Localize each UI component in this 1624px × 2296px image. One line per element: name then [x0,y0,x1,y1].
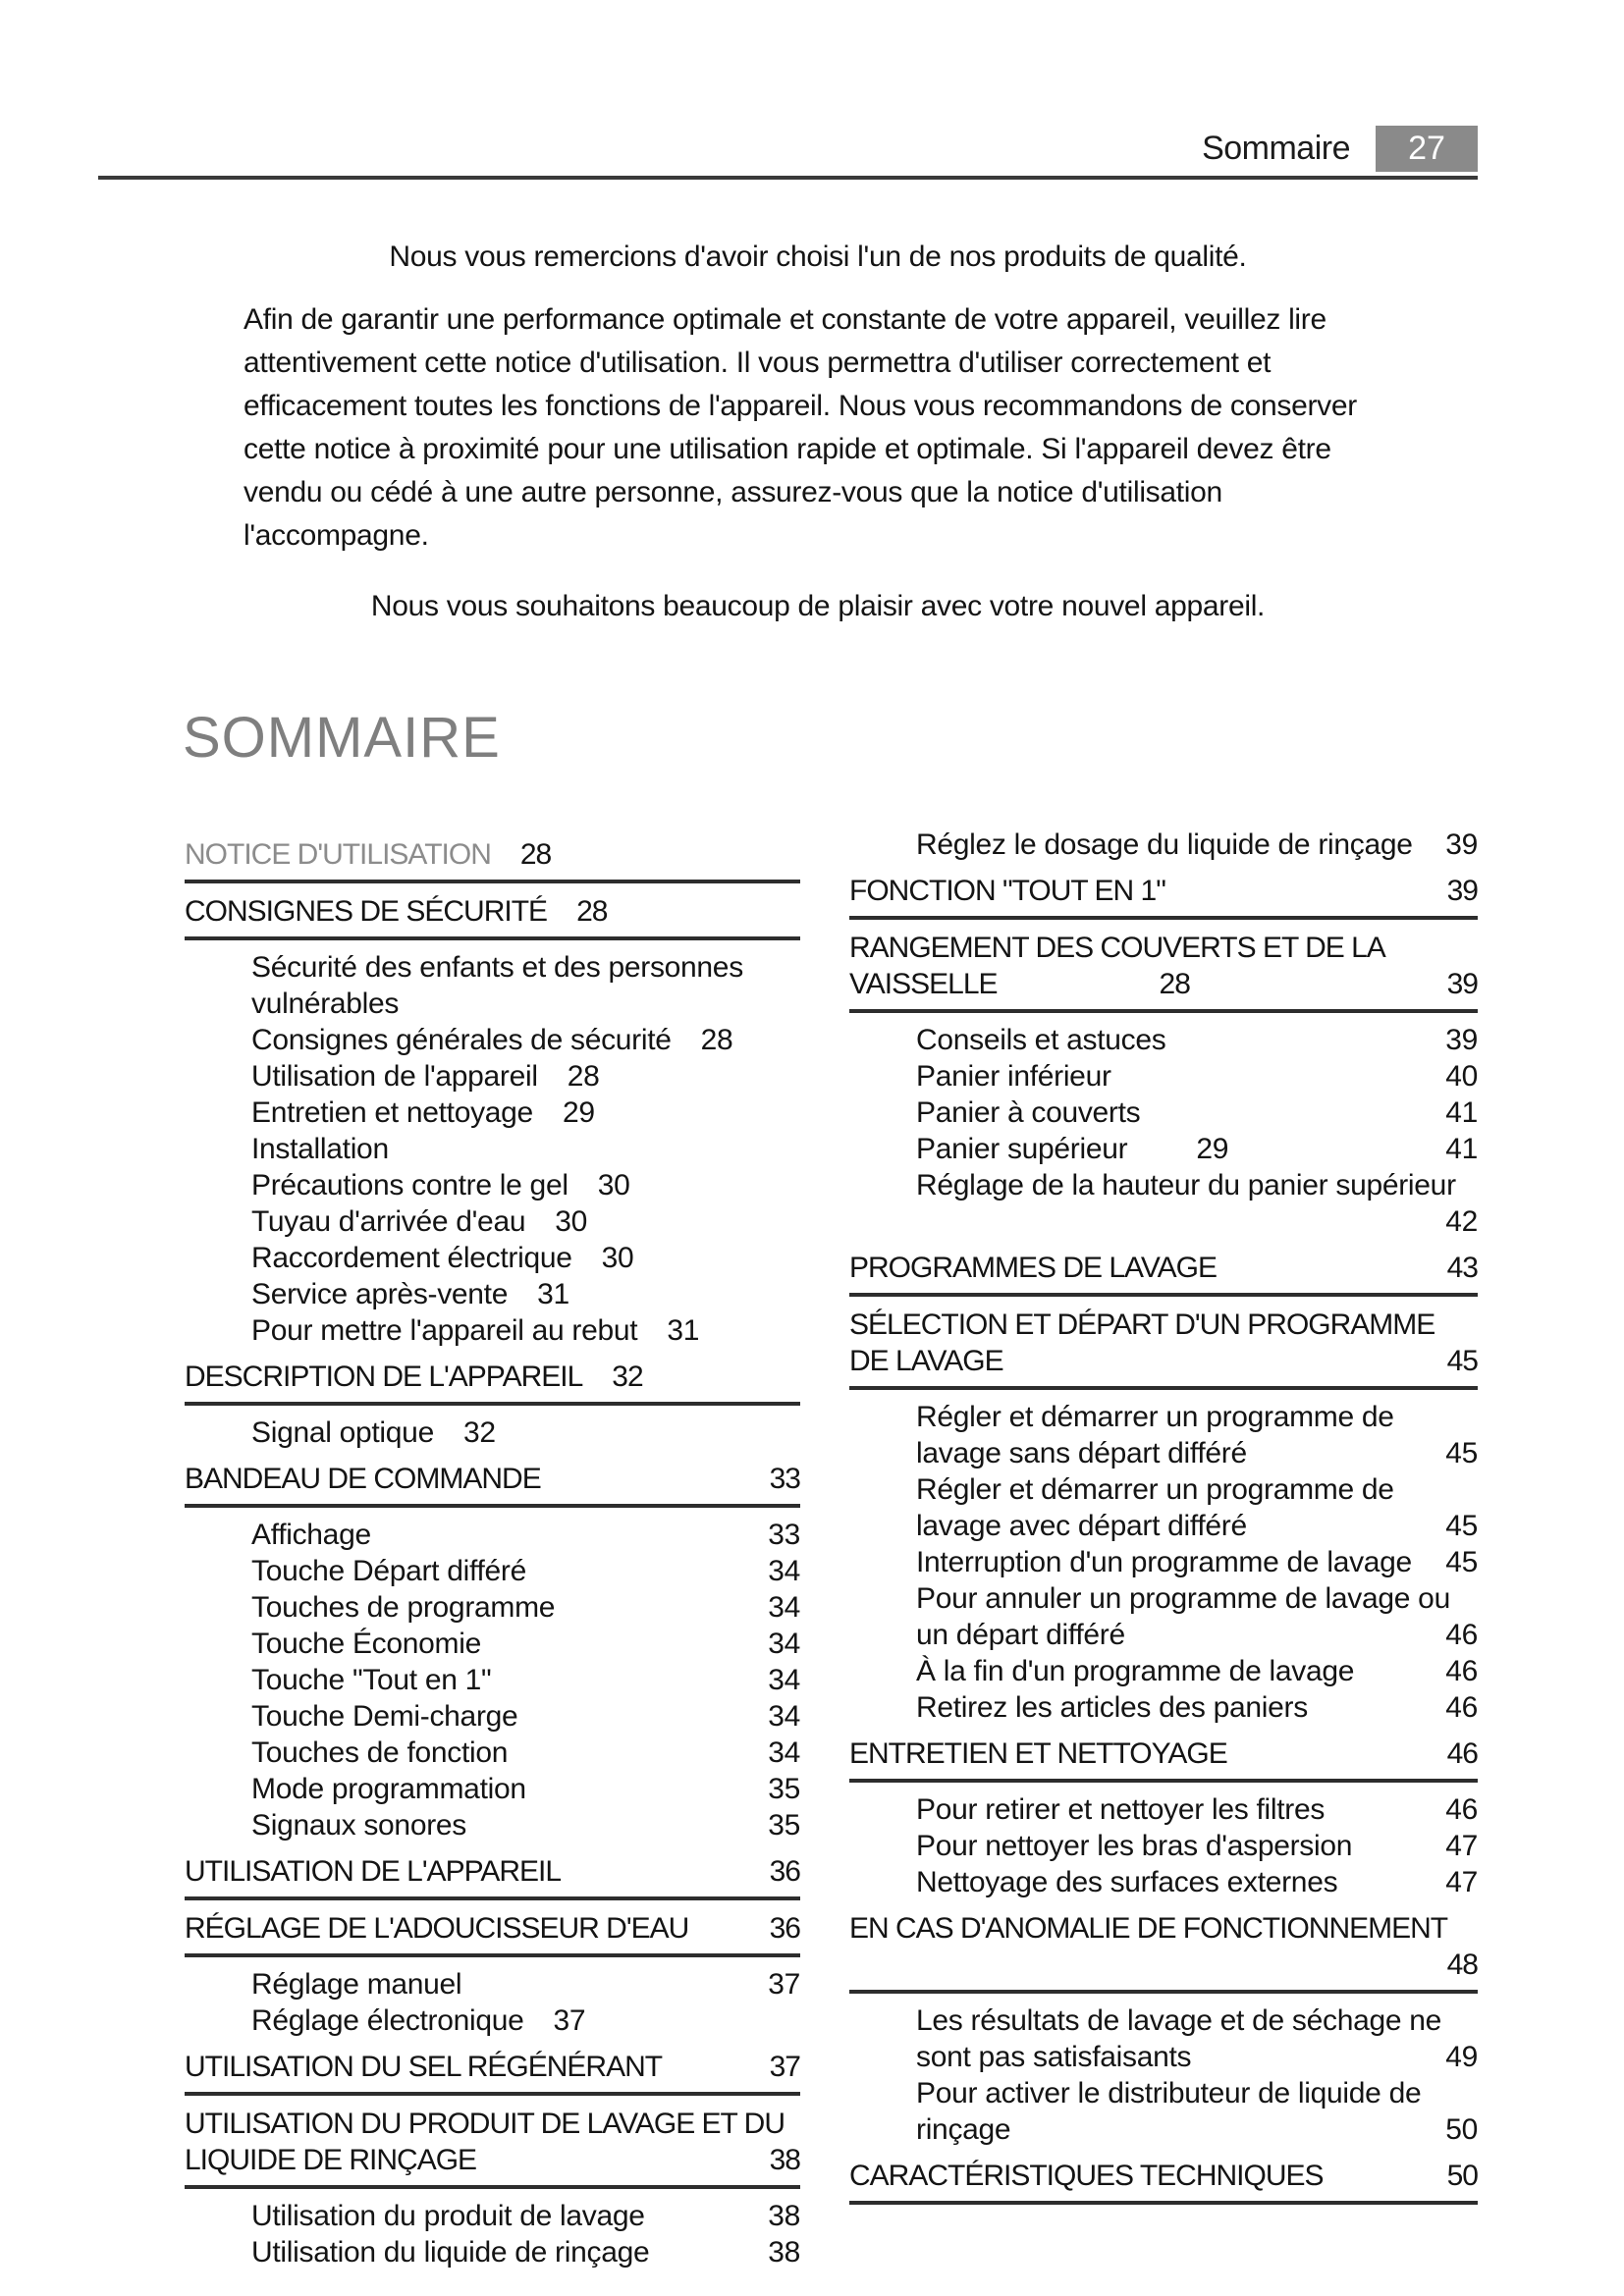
toc-entry-label: FONCTION "TOUT EN 1" [849,875,1165,907]
toc-item [849,1022,1478,1058]
toc-page-number: 41 [1445,1133,1478,1165]
toc-entry-label: Panier supérieur [916,1133,1128,1165]
section-divider [849,1779,1478,1783]
toc-entry-label: Les résultats de lavage et de séchage ne sont pas satisfaisants [916,2004,1442,2073]
toc-entry-label: Signal optique [251,1416,434,1449]
section-divider [185,2092,800,2096]
toc-page-number: 29 [562,1096,595,1129]
toc-item [849,1544,1478,1580]
toc-item [185,1415,800,1451]
toc-page-number: 38 [769,2144,800,2176]
toc-mid-number: 29 [1196,1133,1229,1165]
toc-entry-label: Pour nettoyer les bras d'aspersion [916,1830,1353,1862]
toc-section-heading [185,1359,800,1395]
toc-entry-label: Réglage manuel [251,1968,462,2001]
page-number: 27 [1408,130,1445,167]
toc-page-number: 32 [612,1361,643,1393]
intro-thanks-line: Nous vous remercions d'avoir choisi l'un de nos produits de qualité. [389,240,1247,273]
toc-item [185,1589,800,1626]
toc-item [185,2002,800,2039]
toc-entry-label: CARACTÉRISTIQUES TECHNIQUES [849,2160,1324,2192]
section-divider [185,2185,800,2189]
toc-entry-label: CONSIGNES DE SÉCURITÉ [185,895,548,928]
toc-entry-label: UTILISATION DU SEL RÉGÉNÉRANT [185,2051,663,2083]
toc-entry-label: PROGRAMMES DE LAVAGE [849,1252,1217,1284]
toc-page-number: 37 [768,1968,800,2001]
toc-entry-label: Touche "Tout en 1" [251,1664,492,1696]
toc-entry-label: DESCRIPTION DE L'APPAREIL [185,1361,583,1393]
toc-section-heading [849,1250,1478,1286]
toc-section-heading [849,1735,1478,1772]
toc-page-number: 38 [768,2200,800,2232]
toc-page-number: 46 [1445,1655,1478,1687]
toc-entry-label: ENTRETIEN ET NETTOYAGE [849,1737,1227,1770]
toc-item [849,1580,1478,1653]
sommaire-heading: SOMMAIRE [183,706,501,770]
toc-item [849,1167,1478,1240]
toc-entry-label: Installation [251,1133,389,1165]
toc-page-number: 46 [1445,1619,1478,1651]
toc-entry-label: Service après-vente [251,1278,509,1310]
page-number-box [1376,126,1478,172]
toc-item [849,2075,1478,2148]
toc-page-number: 46 [1445,1793,1478,1826]
toc-page-number: 49 [1445,2041,1478,2073]
toc-section-heading [849,873,1478,909]
intro-paragraph: Afin de garantir une performance optimale et constante de votre appareil, veuillez lire attentivement cette notice d'utilisation. Il vous permettra d'utiliser correctement et efficacement toutes les fonctions de l'appareil. Nous vous recommandons de conserver cette notice à proximité pour une utilisation rapide et optimale. Si l'appareil devez être vendu ou cédé à une autre personne, assurez-vous que la notice d'utilisation l'accompagne. [244,303,1357,552]
toc-entry-label: Pour annuler un programme de lavage ou un départ différé [916,1582,1450,1651]
toc-page-number: 30 [601,1242,634,1274]
toc-page-number: 46 [1445,1691,1478,1724]
toc-page-number: 30 [597,1169,630,1201]
toc-entry-label: Utilisation de l'appareil [251,1060,538,1093]
toc-section-heading [185,836,800,873]
toc-page-number: 36 [769,1912,800,1945]
toc-item [185,1553,800,1589]
toc-entry-label: RANGEMENT DES COUVERTS ET DE LA VAISSELLE [849,932,1384,1000]
toc-item [185,1662,800,1698]
toc-page-number: 28 [519,838,552,871]
toc-page-number: 38 [768,2236,800,2269]
section-divider [849,1293,1478,1297]
toc-section-heading [185,1853,800,1890]
toc-entry-label: Touche Demi-charge [251,1700,518,1733]
toc-item [849,827,1478,863]
toc-page-number-line [916,1203,1478,1240]
toc-page-number: 35 [768,1773,800,1805]
toc-page-number: 45 [1446,1345,1478,1377]
section-divider [849,2201,1478,2205]
toc-entry-label: Pour mettre l'appareil au rebut [251,1314,638,1347]
toc-page-number: 42 [1445,1205,1478,1238]
toc-entry-label: UTILISATION DE L'APPAREIL [185,1855,562,1888]
toc-entry-label: Réglage électronique [251,2004,524,2037]
toc-page-number-line [849,1947,1478,1983]
toc-page-number: 37 [553,2004,586,2037]
toc-page-number: 45 [1445,1437,1478,1469]
toc-entry-label: Mode programmation [251,1773,526,1805]
toc-item [185,1167,800,1203]
toc-entry-label: Conseils et astuces [916,1024,1166,1056]
toc-entry-label: Pour activer le distributeur de liquide de rinçage [916,2077,1422,2146]
toc-item [185,1058,800,1095]
toc-page-number: 34 [768,1700,800,1733]
toc-item [185,1771,800,1807]
toc-entry-label: BANDEAU DE COMMANDE [185,1463,541,1495]
toc-item [185,2234,800,2270]
toc-section-heading [849,1910,1478,1983]
toc-entry-label: RÉGLAGE DE L'ADOUCISSEUR D'EAU [185,1912,689,1945]
toc-page-number: 34 [768,1736,800,1769]
toc-item [849,1095,1478,1131]
toc-page-number: 31 [537,1278,569,1310]
toc-mid-number: 28 [1159,968,1190,1000]
toc-page-number: 40 [1445,1060,1478,1093]
toc-page-number: 34 [768,1555,800,1587]
section-divider [849,1386,1478,1390]
toc-item [849,1653,1478,1689]
toc-item [185,1735,800,1771]
section-divider [849,1009,1478,1013]
toc-entry-label: Signaux sonores [251,1809,466,1842]
toc-page-number: 45 [1445,1546,1478,1578]
intro-block [244,236,1392,628]
table-of-contents [185,827,1478,2270]
section-divider [185,1953,800,1957]
toc-entry-label: Affichage [251,1519,371,1551]
toc-item [185,2198,800,2234]
toc-page-number: 28 [576,895,608,928]
toc-item [849,1828,1478,1864]
toc-entry-label: Réglez le dosage du liquide de rinçage [916,828,1413,861]
section-divider [849,916,1478,920]
toc-item [185,1966,800,2002]
toc-page-number: 33 [769,1463,800,1495]
toc-page-number: 34 [768,1664,800,1696]
toc-item [849,1791,1478,1828]
toc-entry-label: SÉLECTION ET DÉPART D'UN PROGRAMME DE LAVAGE [849,1308,1435,1377]
toc-item [185,1517,800,1553]
toc-page-number: 30 [555,1205,587,1238]
toc-entry-label: Interruption d'un programme de lavage [916,1546,1412,1578]
toc-section-heading [849,2158,1478,2194]
toc-item [849,1864,1478,1900]
toc-item [849,1471,1478,1544]
toc-section-heading [185,893,800,930]
toc-entry-label: EN CAS D'ANOMALIE DE FONCTIONNEMENT [849,1912,1448,1945]
toc-entry-label: UTILISATION DU PRODUIT DE LAVAGE ET DU LIQUIDE DE RINÇAGE [185,2108,785,2176]
toc-item [849,1058,1478,1095]
section-divider [185,880,800,883]
toc-page-number: 39 [1446,875,1478,907]
toc-item [185,1276,800,1312]
toc-entry-label: Utilisation du liquide de rinçage [251,2236,650,2269]
toc-section-heading [185,1910,800,1947]
toc-entry-label: Entretien et nettoyage [251,1096,533,1129]
toc-entry-label: Tuyau d'arrivée d'eau [251,1205,526,1238]
toc-page-number: 47 [1445,1866,1478,1898]
toc-page-number: 39 [1445,828,1478,861]
toc-page-number: 34 [768,1628,800,1660]
toc-page-number: 43 [1446,1252,1478,1284]
toc-section-heading [185,1461,800,1497]
toc-section-heading [849,1307,1478,1379]
toc-page-number: 45 [1445,1510,1478,1542]
toc-entry-label: Nettoyage des surfaces externes [916,1866,1338,1898]
section-divider [185,1896,800,1900]
toc-page-number: 28 [700,1024,733,1056]
toc-entry-label: Précautions contre le gel [251,1169,568,1201]
section-divider [849,1990,1478,1994]
toc-page-number: 36 [769,1855,800,1888]
toc-page-number: 35 [768,1809,800,1842]
toc-entry-label: Raccordement électrique [251,1242,572,1274]
toc-item [849,1399,1478,1471]
toc-page-number: 31 [667,1314,700,1347]
toc-page-number: 48 [1446,1949,1478,1981]
toc-page-number: 41 [1445,1096,1478,1129]
toc-item [185,1312,800,1349]
toc-item [185,1203,800,1240]
toc-entry-label: Retirez les articles des paniers [916,1691,1308,1724]
toc-item [185,1626,800,1662]
toc-entry-label: Régler et démarrer un programme de lavage avec départ différé [916,1473,1394,1542]
toc-entry-label: À la fin d'un programme de lavage [916,1655,1355,1687]
page-header [98,126,1478,172]
toc-section-heading [185,2106,800,2178]
header-title: Sommaire [1202,130,1350,167]
section-divider [185,936,800,940]
toc-entry-label: Régler et démarrer un programme de lavage sans départ différé [916,1401,1394,1469]
toc-item [849,1131,1478,1167]
toc-item [185,1240,800,1276]
toc-entry-label: Pour retirer et nettoyer les filtres [916,1793,1326,1826]
toc-page-number: 37 [769,2051,800,2083]
toc-page-number: 46 [1446,1737,1478,1770]
toc-entry-label: Panier inférieur [916,1060,1111,1093]
toc-page-number: 50 [1446,2160,1478,2192]
toc-entry-label: Consignes générales de sécurité [251,1024,672,1056]
toc-page-number: 33 [768,1519,800,1551]
toc-page-number: 47 [1445,1830,1478,1862]
toc-item [849,2002,1478,2075]
toc-item [849,1689,1478,1726]
intro-wish-line: Nous vous souhaitons beaucoup de plaisir avec votre nouvel appareil. [370,590,1266,622]
toc-right-column [849,827,1478,2270]
toc-left-column [185,827,800,2270]
toc-item [185,1698,800,1735]
section-divider [185,1504,800,1508]
toc-page-number: 34 [768,1591,800,1624]
toc-entry-label: Sécurité des enfants et des personnes vulnérables [251,951,743,1020]
toc-page-number: 39 [1446,968,1478,1000]
toc-entry-label: Touches de programme [251,1591,556,1624]
header-rule [98,176,1478,180]
toc-page-number: 50 [1445,2113,1478,2146]
toc-page-number: 28 [567,1060,600,1093]
toc-item [185,949,800,1022]
toc-entry-label: Réglage de la hauteur du panier supérieur [916,1169,1456,1201]
toc-entry-label: Touche Départ différé [251,1555,526,1587]
toc-section-heading [185,2049,800,2085]
toc-entry-label: Panier à couverts [916,1096,1141,1129]
toc-entry-label: Touches de fonction [251,1736,509,1769]
toc-page-number: 32 [462,1416,496,1449]
toc-entry-label: Touche Économie [251,1628,481,1660]
toc-item [185,1022,800,1058]
toc-item [185,1131,800,1167]
toc-item [185,1807,800,1843]
section-divider [185,1402,800,1406]
toc-item [185,1095,800,1131]
toc-entry-label: Utilisation du produit de lavage [251,2200,645,2232]
toc-section-heading [849,930,1478,1002]
toc-page-number: 39 [1445,1024,1478,1056]
toc-entry-label: NOTICE D'UTILISATION [185,838,491,871]
